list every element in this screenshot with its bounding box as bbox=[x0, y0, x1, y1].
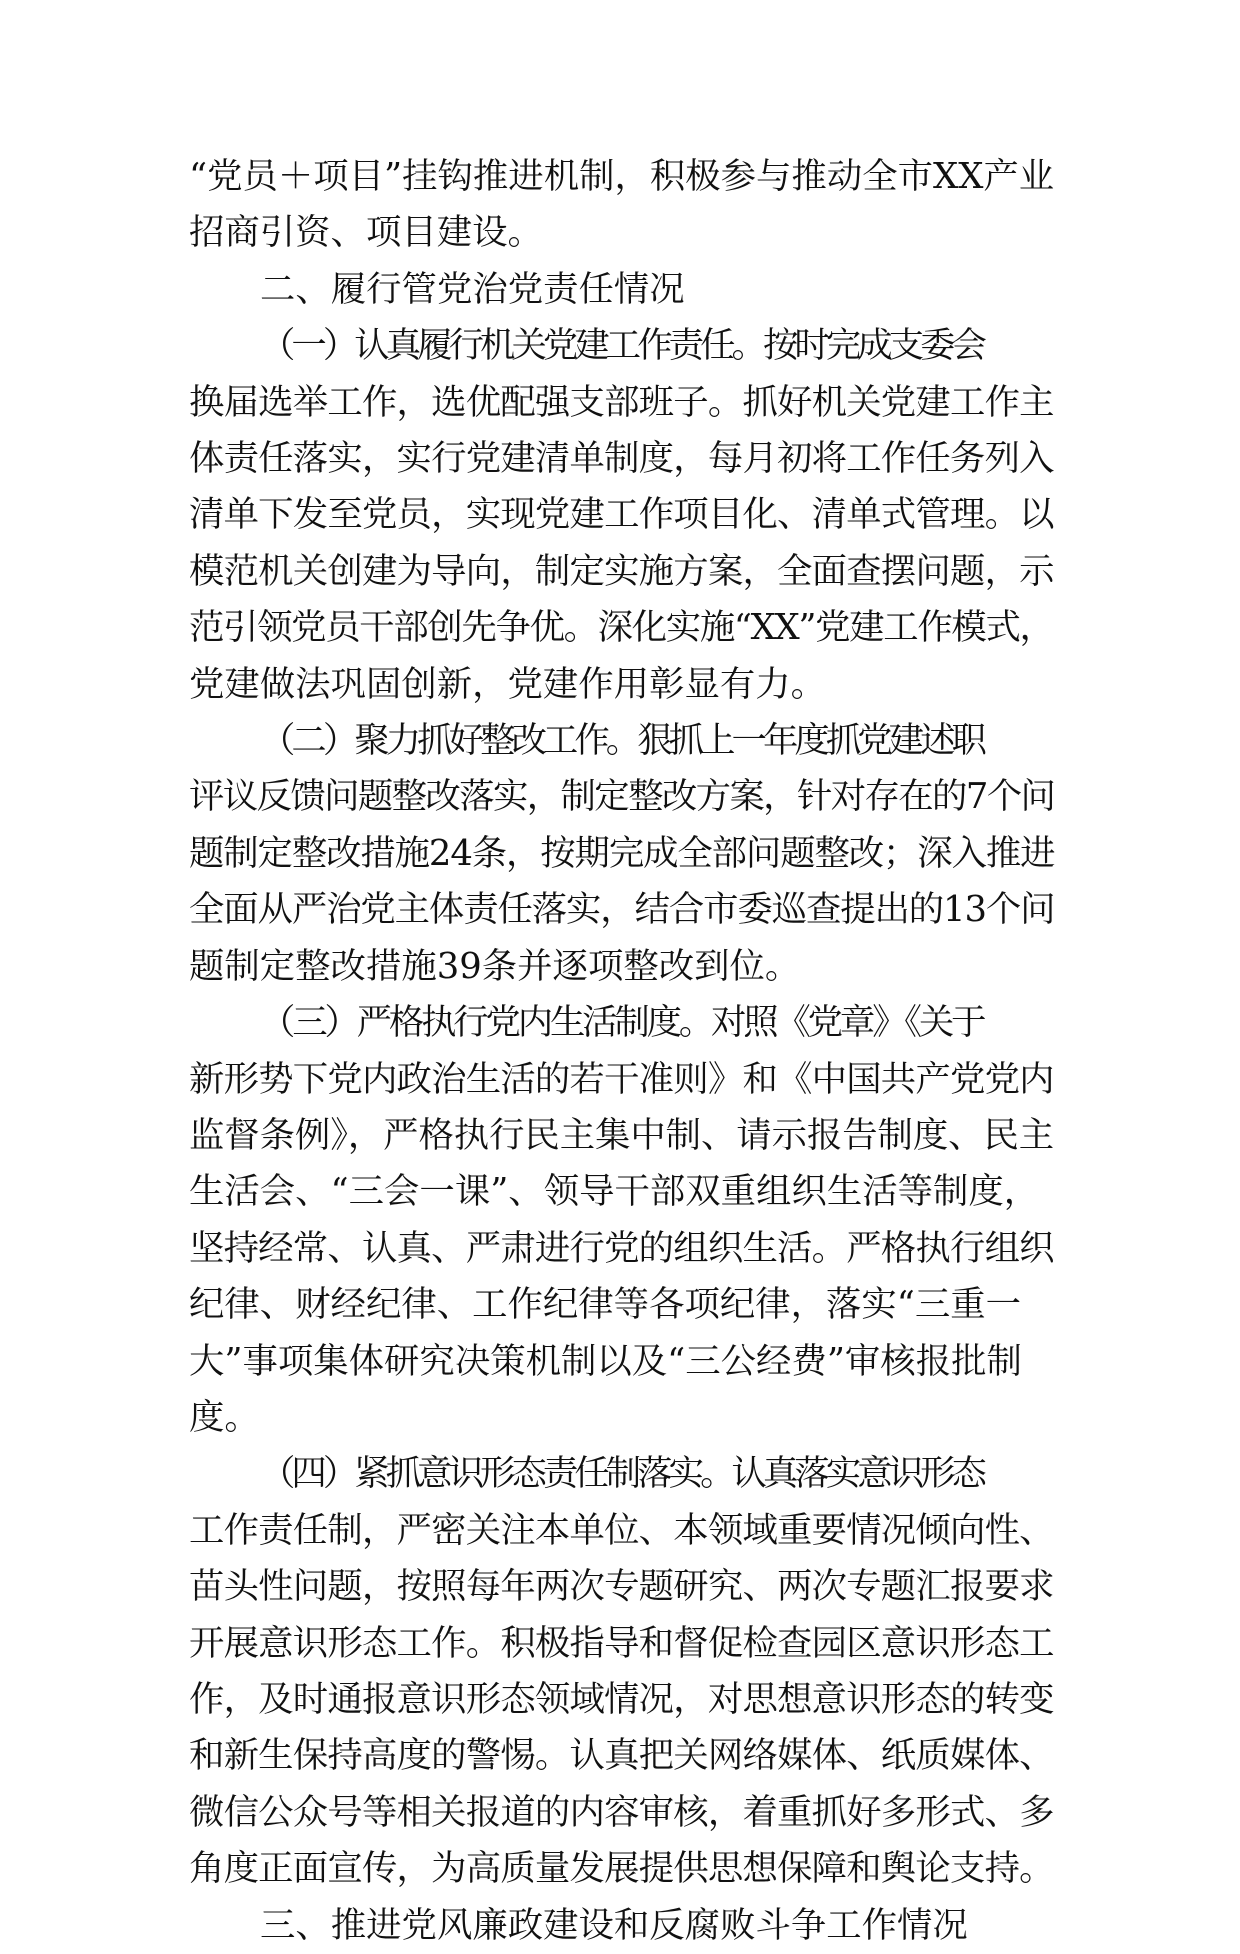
text-line: （四）紧抓意识形态责任制落实。认真落实意识形态 bbox=[260, 1453, 983, 1495]
text-line: 苗头性问题，按照每年两次专题研究、两次专题汇报要求 bbox=[189, 1566, 1054, 1608]
text-line: 生活会、“三会一课”、领导干部双重组织生活等制度， bbox=[189, 1171, 1040, 1213]
text-line: 新形势下党内政治生活的若干准则》和《中国共产党党内 bbox=[189, 1058, 1054, 1100]
text-line: （二）聚力抓好整改工作。狠抓上一年度抓党建述职 bbox=[260, 720, 983, 762]
text-line: 微信公众号等相关报道的内容审核，着重抓好多形式、多 bbox=[189, 1791, 1054, 1833]
text-line: 开展意识形态工作。积极指导和督促检查园区意识形态工 bbox=[189, 1622, 1054, 1664]
subsection-3-paragraph bbox=[189, 995, 1054, 1446]
subsection-1-paragraph bbox=[189, 318, 1054, 713]
text-line: 模范机关创建为导向，制定实施方案，全面查摆问题，示 bbox=[189, 550, 1054, 592]
text-line: （一）认真履行机关党建工作责任。按时完成支委会 bbox=[260, 325, 983, 367]
subsection-2-paragraph bbox=[189, 713, 1054, 995]
text-line: 作，及时通报意识形态领域情况，对思想意识形态的转变 bbox=[189, 1678, 1054, 1720]
section-heading-3 bbox=[189, 1898, 1054, 1954]
heading-line: 二、履行管党治党责任情况 bbox=[260, 268, 685, 310]
text-line: 纪律、财经纪律、工作纪律等各项纪律，落实“三重一 bbox=[189, 1284, 1022, 1326]
text-line: 工作责任制，严密关注本单位、本领域重要情况倾向性、 bbox=[189, 1509, 1054, 1551]
text-line: 题制定整改措施24条，按期完成全部问题整改；深入推进 bbox=[189, 832, 1055, 874]
text-line: 大”事项集体研究决策机制以及“三公经费”审核报批制 bbox=[189, 1340, 1022, 1382]
text-line: 范引领党员干部创先争优。深化实施“XX”党建工作模式， bbox=[189, 607, 1054, 649]
text-line: 和新生保持高度的警惕。认真把关网络媒体、纸质媒体、 bbox=[189, 1735, 1054, 1777]
text-line: 招商引资、项目建设。 bbox=[189, 212, 543, 254]
text-line: 度。 bbox=[189, 1396, 260, 1438]
text-line: 换届选举工作，选优配强支部班子。抓好机关党建工作主 bbox=[189, 381, 1054, 423]
text-line: （三）严格执行党内生活制度。对照《党章》《关于 bbox=[260, 1002, 984, 1044]
section-heading-2 bbox=[189, 262, 1054, 318]
text-line: 角度正面宣传，为高质量发展提供思想保障和舆论支持。 bbox=[189, 1848, 1054, 1890]
paragraph-continuation bbox=[189, 149, 1054, 262]
text-line: 坚持经常、认真、严肃进行党的组织生活。严格执行组织 bbox=[189, 1227, 1054, 1269]
subsection-4-paragraph bbox=[189, 1446, 1054, 1897]
text-line: 体责任落实，实行党建清单制度，每月初将工作任务列入 bbox=[189, 438, 1054, 480]
text-line: 题制定整改措施39条并逐项整改到位。 bbox=[189, 945, 801, 987]
text-line: 全面从严治党主体责任落实，结合市委巡查提出的13个问 bbox=[189, 889, 1055, 931]
text-line: 党建做法巩固创新，党建作用彰显有力。 bbox=[189, 663, 827, 705]
text-line: 清单下发至党员，实现党建工作项目化、清单式管理。以 bbox=[189, 494, 1054, 536]
text-line: “党员＋项目”挂钩推进机制，积极参与推动全市XX产业 bbox=[189, 156, 1055, 197]
text-line: 评议反馈问题整改落实，制定整改方案，针对存在的7个问 bbox=[189, 776, 1055, 818]
heading-line: 三、推进党风廉政建设和反腐败斗争工作情况 bbox=[260, 1904, 968, 1946]
text-line: 监督条例》，严格执行民主集中制、请示报告制度、民主 bbox=[189, 1114, 1055, 1156]
